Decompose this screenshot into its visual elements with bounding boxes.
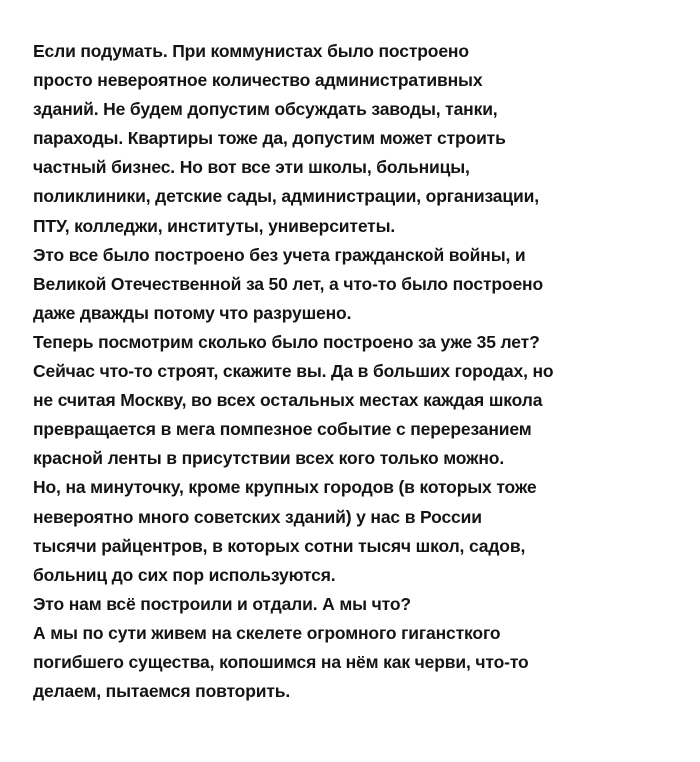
text-line: Это нам всё построили и отдали. А мы что? [33, 593, 411, 614]
text-line: Сейчас что-то строят, скажите вы. Да в больших городах, но [33, 361, 554, 382]
text-line: невероятно много советских зданий) у нас в России [33, 506, 482, 527]
document-text [33, 37, 683, 706]
text-line: параходы. Квартиры тоже да, допустим может строить [33, 128, 506, 149]
text-line: частный бизнес. Но вот все эти школы, больницы, [33, 157, 470, 178]
text-line: Великой Отечественной за 50 лет, а что-то было построено [33, 273, 543, 294]
text-line: погибшего существа, копошимся на нём как черви, что-то [33, 651, 529, 672]
text-line: Это все было построено без учета гражданской войны, и [33, 244, 526, 265]
text-line: превращается в мега помпезное событие с перерезанием [33, 419, 532, 440]
text-line: Если подумать. При коммунистах было построено [33, 41, 469, 61]
text-line: даже дважды потому что разрушено. [33, 302, 352, 323]
text-line: Теперь посмотрим сколько было построено за уже 35 лет? [33, 331, 540, 352]
text-line: не считая Москву, во всех остальных местах каждая школа [33, 390, 543, 411]
text-line: делаем, пытаемся повторить. [33, 681, 291, 702]
text-line: тысячи райцентров, в которых сотни тысяч школ, садов, [33, 535, 526, 556]
text-line: зданий. Не будем допустим обсуждать заводы, танки, [33, 99, 498, 120]
text-line: красной ленты в присутствии всех кого только можно. [33, 448, 505, 469]
text-line: больниц до сих пор используются. [33, 564, 336, 585]
text-line: Но, на минуточку, кроме крупных городов (в которых тоже [33, 477, 537, 498]
text-line: А мы по сути живем на скелете огромного гигансткого [33, 622, 501, 643]
text-line: просто невероятное количество административных [33, 70, 483, 91]
text-line: поликлиники, детские сады, администрации, организации, [33, 186, 539, 207]
text-line: ПТУ, колледжи, институты, университеты. [33, 215, 396, 236]
